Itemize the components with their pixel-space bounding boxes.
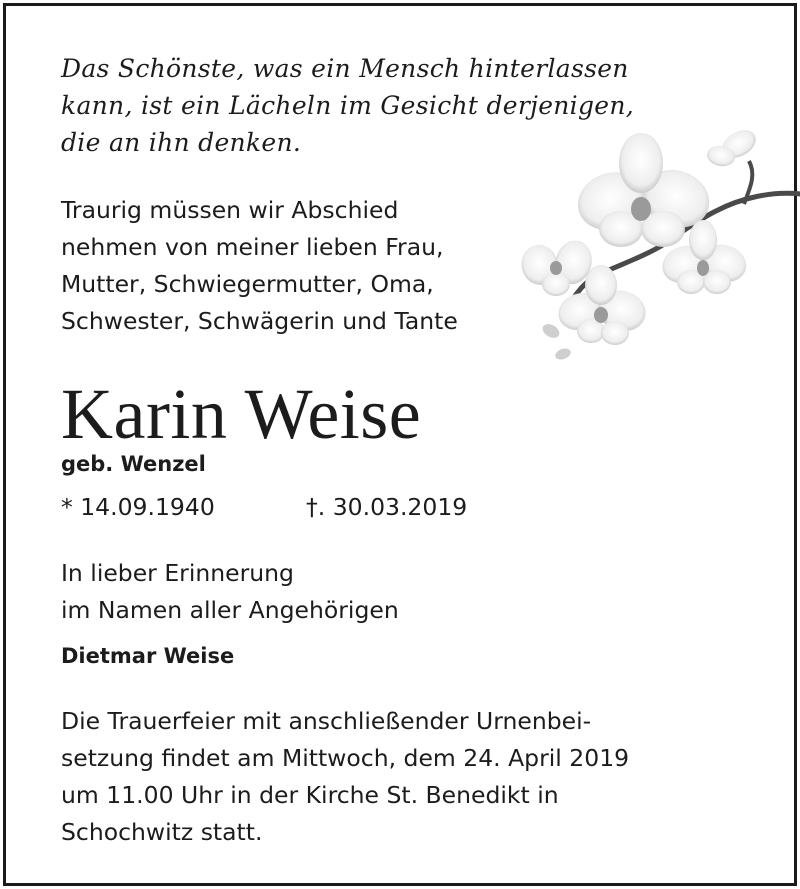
- maiden-name: geb. Wenzel: [61, 452, 206, 476]
- intro-line: Mutter, Schwiegermutter, Oma,: [61, 270, 434, 298]
- funeral-line: um 11.00 Uhr in der Kirche St. Benedikt in: [61, 781, 559, 809]
- signer-name: Dietmar Weise: [61, 644, 235, 668]
- funeral-line: setzung findet am Mittwoch, dem 24. April 2019: [61, 744, 630, 772]
- intro-line: Traurig müssen wir Abschied: [61, 196, 399, 224]
- quote-line: kann, ist ein Lächeln im Gesicht derjenigen,: [61, 91, 635, 120]
- funeral-line: Die Trauerfeier mit anschließender Urnenbei-: [61, 707, 592, 735]
- funeral-notice: [61, 703, 629, 851]
- death-date: †. 30.03.2019: [306, 493, 468, 521]
- memory-line: im Namen aller Angehörigen: [61, 596, 399, 624]
- obituary-card: [3, 3, 797, 886]
- funeral-line: Schochwitz statt.: [61, 818, 263, 846]
- quote-line: Das Schönste, was ein Mensch hinterlassen: [61, 54, 629, 83]
- quote-line: die an ihn denken.: [61, 128, 302, 157]
- memory-text: [61, 555, 399, 629]
- intro-line: Schwester, Schwägerin und Tante: [61, 307, 458, 335]
- intro-line: nehmen von meiner lieben Frau,: [61, 233, 444, 261]
- deceased-name: Karin Weise: [61, 374, 422, 454]
- birth-date: * 14.09.1940: [61, 493, 215, 521]
- orchid-icon: [511, 116, 800, 371]
- memory-line: In lieber Erinnerung: [61, 559, 294, 587]
- intro-text: [61, 192, 458, 340]
